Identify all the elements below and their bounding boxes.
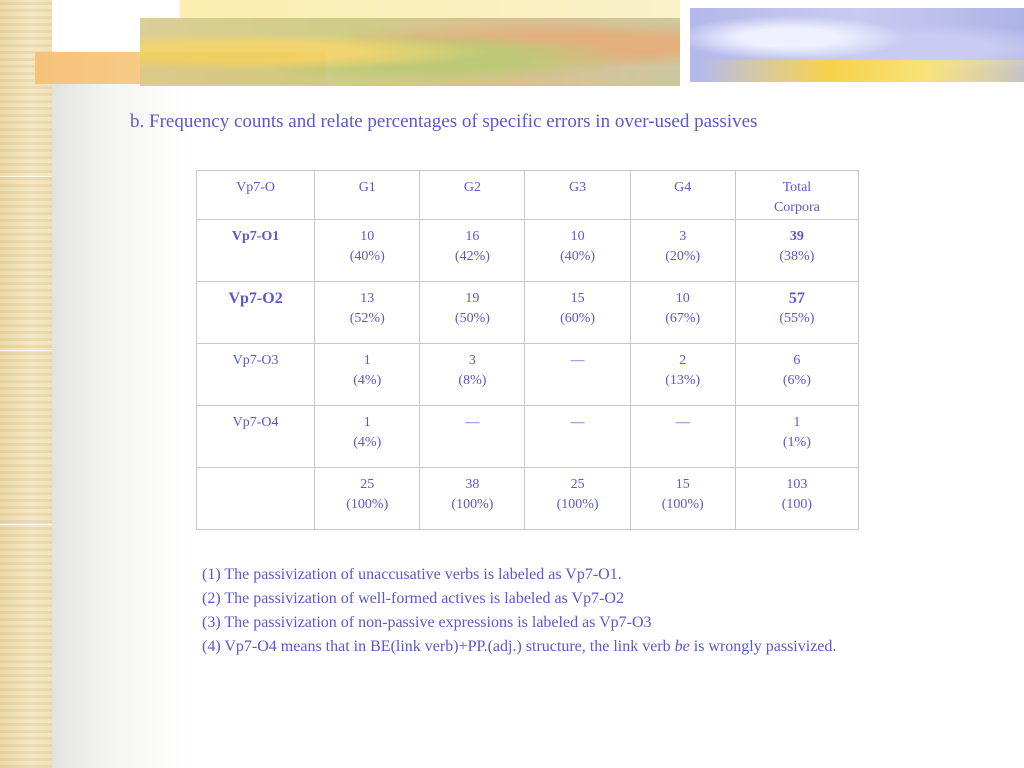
- header-row-label: Vp7-O: [197, 171, 315, 220]
- header-total-line2: Corpora: [773, 200, 820, 215]
- frequency-table: [196, 170, 859, 530]
- total-count: 57: [788, 290, 805, 307]
- page-shadow: [52, 80, 192, 768]
- total-count: 6: [793, 353, 801, 368]
- cell-pct: (4%): [353, 373, 382, 388]
- total-pct: (55%): [779, 311, 815, 326]
- total-pct: (1%): [782, 435, 811, 450]
- note-4-before: (4) Vp7-O4 means that in BE(link verb)+PP.(adj.) structure, the link verb: [202, 638, 675, 655]
- cell-pct: (100%): [451, 497, 494, 512]
- table-cell: [420, 468, 525, 530]
- cell-count: 10: [675, 291, 690, 306]
- table-row: [197, 220, 859, 282]
- table-row: [197, 406, 859, 468]
- total-cell: [735, 282, 858, 344]
- total-cell: [735, 406, 858, 468]
- table-cell: [420, 220, 525, 282]
- table-cell: [315, 282, 420, 344]
- table-cell: [315, 220, 420, 282]
- cell-pct: (4%): [353, 435, 382, 450]
- cell-count: 3: [679, 229, 687, 244]
- table-cell: [630, 344, 735, 406]
- cell-pct: (67%): [665, 311, 701, 326]
- table-cell: [630, 220, 735, 282]
- table-header-row: [197, 171, 859, 220]
- header-total-line1: Total: [782, 180, 812, 195]
- cell-pct: (100%): [556, 497, 599, 512]
- cell-pct: (40%): [560, 249, 596, 264]
- cell-count: 1: [363, 415, 371, 430]
- table-cell: [525, 406, 630, 468]
- cell-pct: (20%): [665, 249, 701, 264]
- table-cell: [420, 344, 525, 406]
- table-cell: [525, 282, 630, 344]
- cell-pct: (40%): [349, 249, 385, 264]
- cell-pct: (60%): [560, 311, 596, 326]
- banner-gold-streak: [700, 60, 1024, 82]
- row-label-cell: Vp7-O2: [197, 282, 315, 344]
- table-cell: [315, 344, 420, 406]
- cell-count: 3: [468, 353, 476, 368]
- left-decorative-strip: [0, 0, 52, 768]
- note-4-after: is wrongly passivized.: [689, 638, 837, 655]
- table-cell: [315, 406, 420, 468]
- note-3: (3) The passivization of non-passive expressions is labeled as Vp7-O3: [202, 614, 652, 631]
- total-count: 1: [793, 415, 801, 430]
- cell-count: 1: [363, 353, 371, 368]
- cell-count: 19: [465, 291, 480, 306]
- cell-count: 13: [360, 291, 375, 306]
- cell-count: 25: [570, 477, 585, 492]
- total-cell: [735, 220, 858, 282]
- row-label-cell: [197, 468, 315, 530]
- header-g1: G1: [315, 171, 420, 220]
- total-pct: (6%): [782, 373, 811, 388]
- cell-count: —: [570, 415, 585, 430]
- table-cell: [630, 406, 735, 468]
- cell-count: 16: [465, 229, 480, 244]
- total-pct: (38%): [779, 249, 815, 264]
- strip-seam: [0, 350, 52, 351]
- table-row: [197, 282, 859, 344]
- table-row: [197, 344, 859, 406]
- row-label-cell: Vp7-O4: [197, 406, 315, 468]
- cell-count: 10: [570, 229, 585, 244]
- total-pct: (100): [781, 497, 813, 512]
- notes-list: [202, 563, 836, 659]
- note-2: (2) The passivization of well-formed actives is labeled as Vp7-O2: [202, 590, 624, 607]
- table-row-totals: [197, 468, 859, 530]
- table-cell: [630, 282, 735, 344]
- cell-count: —: [465, 415, 480, 430]
- note-1: (1) The passivization of unaccusative verbs is labeled as Vp7-O1.: [202, 566, 622, 583]
- row-label-cell: Vp7-O3: [197, 344, 315, 406]
- cell-count: 15: [675, 477, 690, 492]
- cell-count: 38: [465, 477, 480, 492]
- table-cell: [525, 220, 630, 282]
- total-cell: [735, 344, 858, 406]
- cell-pct: (50%): [454, 311, 490, 326]
- header-g4: G4: [630, 171, 735, 220]
- header-g2: G2: [420, 171, 525, 220]
- table-cell: [420, 282, 525, 344]
- total-count: 39: [789, 229, 804, 244]
- cell-count: —: [570, 353, 585, 368]
- slide-title: b. Frequency counts and relate percentages of specific errors in over-used passives: [130, 111, 758, 132]
- cell-count: —: [675, 415, 690, 430]
- total-count: 103: [786, 477, 808, 492]
- table-cell: [630, 468, 735, 530]
- cell-count: 25: [360, 477, 375, 492]
- cell-pct: (13%): [665, 373, 701, 388]
- header-g3: G3: [525, 171, 630, 220]
- banner-leaf-image: [140, 18, 680, 86]
- banner-yellow-panel: [180, 0, 680, 20]
- note-4-emphasis: be: [674, 638, 690, 655]
- header-total: [735, 171, 858, 220]
- table-cell: [525, 344, 630, 406]
- cell-pct: (100%): [346, 497, 389, 512]
- strip-seam: [0, 524, 52, 525]
- cell-count: 10: [360, 229, 375, 244]
- cell-pct: (52%): [349, 311, 385, 326]
- cell-pct: (8%): [458, 373, 487, 388]
- top-decorative-banner: [0, 0, 1024, 92]
- table-cell: [525, 468, 630, 530]
- cell-count: 2: [679, 353, 687, 368]
- table-cell: [315, 468, 420, 530]
- cell-pct: (42%): [454, 249, 490, 264]
- total-cell: [735, 468, 858, 530]
- note-4: [202, 635, 836, 659]
- cell-pct: (100%): [661, 497, 704, 512]
- strip-seam: [0, 176, 52, 177]
- cell-count: 15: [570, 291, 585, 306]
- row-label-cell: Vp7-O1: [197, 220, 315, 282]
- table-cell: [420, 406, 525, 468]
